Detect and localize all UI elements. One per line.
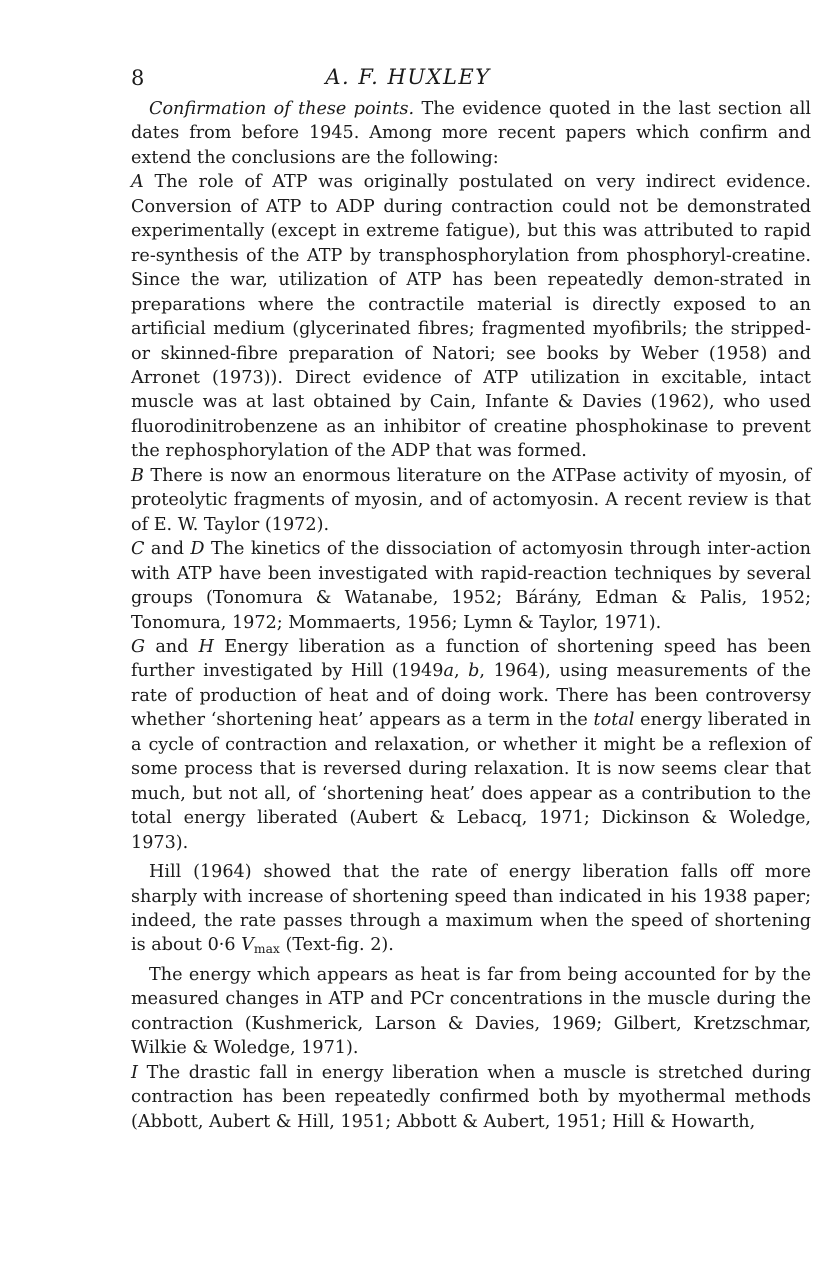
point-gh-text-2: , 1964), using measurements of the rate of production of heat and of doing work. There has been controversy whether ‘shortening heat’ appears as a term in the xyxy=(131,661,811,731)
point-gh-paragraph xyxy=(131,635,811,855)
energy-paragraph xyxy=(131,963,811,1061)
point-i-label: I xyxy=(131,1062,138,1083)
point-d-label: D xyxy=(190,539,205,560)
point-b-paragraph xyxy=(131,464,811,537)
hill-v-subscript: max xyxy=(253,942,280,957)
point-cd-text: The kinetics of the dissociation of actomyosin through inter-action with ATP have been investigated with rapid-reaction techniques by several groups (Tonomura & Watanabe, 1952; Bárány, Edman & Palis, 1952; Tonomura, 1972; Mommaerts, 1956; Lymn & Taylor, 1971). xyxy=(131,539,811,633)
running-head: A. F. HUXLEY xyxy=(325,65,491,89)
point-i-text: The drastic fall in energy liberation when a muscle is stretched during contraction has been repeatedly confirmed both by myothermal methods (Abbott, Aubert & Hill, 1951; Abbott & Aubert, 1951; Hill & Howarth, xyxy=(131,1062,811,1132)
point-b-text: There is now an enormous literature on the ATPase activity of myosin, of proteolytic fragments of myosin, and of actomyosin. A recent review is that of E. W. Taylor (1972). xyxy=(131,465,811,535)
point-gh-total: total xyxy=(593,710,635,731)
point-gh-and: and xyxy=(145,636,199,657)
hill-v: V xyxy=(241,935,254,956)
point-a-paragraph xyxy=(131,170,811,463)
intro-lead: Confirmation of these points. xyxy=(149,99,415,119)
point-gh-text-1: Energy liberation as a function of shortening speed has been further investigated by Hill (1949 xyxy=(131,636,811,682)
hill-text-1: Hill (1964) showed that the rate of energy liberation falls off more sharply with increase of shortening speed than indicated in his 1938 paper; indeed, the rate passes through a maximum when the speed of shortening is about 0·6 xyxy=(131,862,811,956)
point-b-label: B xyxy=(131,465,144,486)
point-g-label: G xyxy=(131,636,146,657)
point-cd-paragraph xyxy=(131,537,811,635)
intro-paragraph xyxy=(131,97,811,170)
hill-text-2: (Text-fig. 2). xyxy=(279,935,394,956)
point-cd-and: and xyxy=(144,539,191,560)
body-text xyxy=(131,97,811,1134)
point-c-label: C xyxy=(131,539,145,560)
point-gh-comma: , xyxy=(453,661,469,682)
point-gh-a: a xyxy=(443,661,454,682)
intro-text: The evidence quoted in the last section all dates from before 1945. Among more recent papers which confirm and extend the conclusions are the following: xyxy=(131,99,812,168)
hill-paragraph xyxy=(131,860,811,958)
energy-text: The energy which appears as heat is far from being accounted for by the measured changes in ATP and PCr concentrations in the muscle during the contraction (Kushmerick, Larson & Davies, 1969; Gilbert, Kretzschmar, Wilkie & Woledge, 1971). xyxy=(131,964,811,1059)
point-gh-b: b xyxy=(468,661,480,682)
point-gh-text-3: energy liberated in a cycle of contraction and relaxation, or whether it might be a reflexion of some process that is reversed during relaxation. It is now seems clear that much, but not all, of ‘shortening heat’ does appear as a contribution to the total energy liberated (Aubert & Lebacq, 1971; Dickinson & Woledge, 1973). xyxy=(131,710,812,853)
point-a-text: The role of ATP was originally postulated on very indirect evidence. Conversion of ATP to ADP during contraction could not be demonstrated experimentally (except in extreme fatigue), but this was attributed to rapid re-synthesis of the ATP by transphosphorylation from phosphoryl-creatine. Since the war, utilization of ATP has been repeatedly demon-strated in preparations where the contractile material is directly exposed to an artificial medium (glycerinated fibres; fragmented myofibrils; the stripped- or skinned-fibre preparation of Natori; see books by Weber (1958) and Arronet (1973)). Direct evidence of ATP utilization in excitable, intact muscle was at last obtained by Cain, Infante & Davies (1962), who used fluorodinitrobenzene as an inhibitor of creatine phosphokinase to prevent the rephosphorylation of the ADP that was formed. xyxy=(131,172,811,462)
point-i-paragraph xyxy=(131,1061,811,1134)
point-a-label: A xyxy=(131,172,144,193)
point-h-label: H xyxy=(198,636,214,657)
page-number: 8 xyxy=(131,66,145,90)
